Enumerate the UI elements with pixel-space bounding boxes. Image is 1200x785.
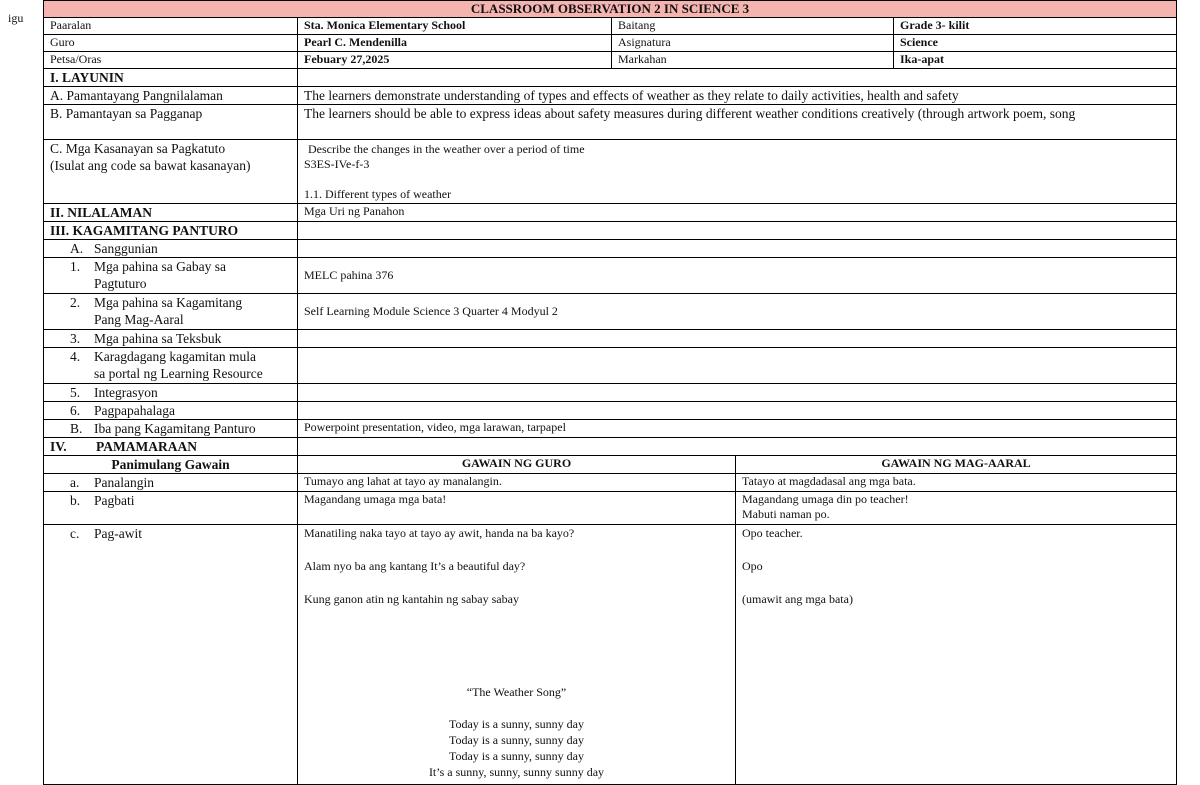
baitang-label: Baitang (612, 18, 894, 35)
kagamitan-item-2-value: Self Learning Module Science 3 Quarter 4 Modyul 2 (298, 294, 1177, 330)
pag-awit-aaral (736, 525, 1177, 785)
pamantayang-pangnilalaman-label: A. Pamantayang Pangnilalaman (44, 87, 298, 105)
pag-awit-aaral-line2: Opo (742, 559, 763, 573)
item-number: 1. (70, 259, 81, 274)
pamamaraan-heading (44, 438, 298, 456)
song-line: Today is a sunny, sunny day (448, 749, 585, 763)
panalangin-guro: Tumayo ang lahat at tayo ay manalangin. (298, 474, 736, 492)
nilalaman-heading: II. NILALAMAN (44, 204, 298, 222)
pamantayang-pangnilalaman-value: The learners demonstrate understanding of types and effects of weather as they relate to daily activities, health and safety (298, 87, 1177, 105)
pag-awit-label (44, 525, 298, 785)
iba-pang-kagamitan-label (44, 420, 298, 438)
asignatura-label: Asignatura (612, 35, 894, 52)
pamantayan-pagganap-value: The learners should be able to express ideas about safety measures during different weather conditions creatively (through artwork poem, song (298, 105, 1177, 140)
kagamitan-item-6 (44, 402, 298, 420)
kagamitan-item-3-value (298, 330, 1177, 348)
kasanayan-code: S3ES-IVe-f-3 (304, 157, 370, 171)
iba-pang-marker: B. (70, 421, 83, 436)
kagamitan-item-4 (44, 348, 298, 384)
layunin-empty (298, 69, 1177, 87)
pag-awit-guro (298, 525, 736, 785)
document-title: CLASSROOM OBSERVATION 2 IN SCIENCE 3 (44, 1, 1177, 18)
guro-value: Pearl C. Mendenilla (298, 35, 612, 52)
kagamitan-item-4-value (298, 348, 1177, 384)
song-title: “The Weather Song” (466, 685, 567, 699)
pag-awit-guro-line2: Alam nyo ba ang kantang It’s a beautiful day? (304, 559, 526, 573)
item-label: Pagpapahalaga (94, 403, 175, 418)
kasanayan-label (44, 140, 298, 204)
petsa-value: Febuary 27,2025 (298, 52, 612, 69)
panalangin-aaral: Tatayo at magdadasal ang mga bata. (736, 474, 1177, 492)
song-line: Today is a sunny, sunny day (448, 717, 585, 731)
item-label: Mga pahina sa Gabay sa Pagtuturo (94, 259, 226, 291)
sanggunian-text: Sanggunian (94, 241, 158, 256)
kasanayan-line1: Describe the changes in the weather over a period of time (308, 142, 585, 156)
kagamitan-item-5-value (298, 384, 1177, 402)
item-label: Karagdagang kagamitan mula sa portal ng Learning Resource (94, 349, 263, 381)
pamantayan-pagganap-label: B. Pamantayan sa Pagganap (44, 105, 298, 140)
paaralan-value: Sta. Monica Elementary School (298, 18, 612, 35)
nilalaman-value: Mga Uri ng Panahon (298, 204, 1177, 222)
item-label: Mga pahina sa Kagamitang Pang Mag-Aaral (94, 295, 243, 327)
petsa-label: Petsa/Oras (44, 52, 298, 69)
gawain-aaral-header: GAWAIN NG MAG-AARAL (736, 456, 1177, 474)
gawain-guro-header: GAWAIN NG GURO (298, 456, 736, 474)
lesson-plan-table (43, 0, 1177, 785)
kagamitan-item-1-value: MELC pahina 376 (298, 258, 1177, 294)
pagbati-aaral (736, 492, 1177, 525)
pamamaraan-text: PAMAMARAAN (96, 439, 197, 454)
kagamitan-item-6-value (298, 402, 1177, 420)
item-number: 2. (70, 295, 81, 310)
kasanayan-line3: 1.1. Different types of weather (304, 187, 452, 201)
baitang-value: Grade 3- kilit (894, 18, 1177, 35)
pag-awit-guro-line1: Manatiling naka tayo at tayo ay awit, handa na ba kayo? (304, 526, 575, 540)
markahan-label: Markahan (612, 52, 894, 69)
iba-pang-kagamitan-value: Powerpoint presentation, video, mga larawan, tarpapel (298, 420, 1177, 438)
pagbati-label (44, 492, 298, 525)
pagbati-aaral-line2: Mabuti naman po. (742, 507, 830, 521)
kasanayan-value (298, 140, 1177, 204)
pag-awit-guro-line3: Kung ganon atin ng kantahin ng sabay sabay (304, 592, 519, 606)
iba-pang-text: Iba pang Kagamitang Panturo (94, 421, 256, 436)
item-label: Integrasyon (94, 385, 158, 400)
pagbati-marker: b. (70, 493, 81, 508)
markahan-value: Ika-apat (894, 52, 1177, 69)
sanggunian-label (44, 240, 298, 258)
item-label: Mga pahina sa Teksbuk (94, 331, 222, 346)
item-number: 3. (70, 331, 81, 346)
kagamitan-empty (298, 222, 1177, 240)
panalangin-label (44, 474, 298, 492)
item-number: 4. (70, 349, 81, 364)
pagbati-guro: Magandang umaga mga bata! (298, 492, 736, 525)
panalangin-marker: a. (70, 475, 80, 490)
pamamaraan-number: IV. (50, 439, 67, 454)
guro-label: Guro (44, 35, 298, 52)
item-number: 5. (70, 385, 81, 400)
pagbati-aaral-line1: Magandang umaga din po teacher! (742, 492, 909, 506)
panimulang-gawain-header: Panimulang Gawain (44, 456, 298, 474)
panalangin-text: Panalangin (94, 475, 154, 490)
pag-awit-aaral-line1: Opo teacher. (742, 526, 803, 540)
item-number: 6. (70, 403, 81, 418)
kagamitan-item-5 (44, 384, 298, 402)
sanggunian-marker: A. (70, 241, 84, 256)
kasanayan-label-line2: (Isulat ang code sa bawat kasanayan) (50, 158, 251, 173)
pag-awit-aaral-line3: (umawit ang mga bata) (742, 592, 853, 606)
sanggunian-empty (298, 240, 1177, 258)
layunin-heading: I. LAYUNIN (44, 69, 298, 87)
kagamitan-item-3 (44, 330, 298, 348)
paaralan-label: Paaralan (44, 18, 298, 35)
pagbati-text: Pagbati (94, 493, 135, 508)
kagamitan-item-1 (44, 258, 298, 294)
song-line: It’s a sunny, sunny, sunny sunny day (428, 765, 605, 779)
kagamitan-heading: III. KAGAMITANG PANTURO (44, 222, 298, 240)
pamamaraan-empty (298, 438, 1177, 456)
pag-awit-text: Pag-awit (94, 526, 142, 541)
kagamitan-item-2 (44, 294, 298, 330)
asignatura-value: Science (894, 35, 1177, 52)
song-line: Today is a sunny, sunny day (448, 733, 585, 747)
kasanayan-label-line1: C. Mga Kasanayan sa Pagkatuto (50, 141, 226, 156)
pag-awit-marker: c. (70, 526, 80, 541)
margin-text-fragment: igu (8, 11, 24, 25)
